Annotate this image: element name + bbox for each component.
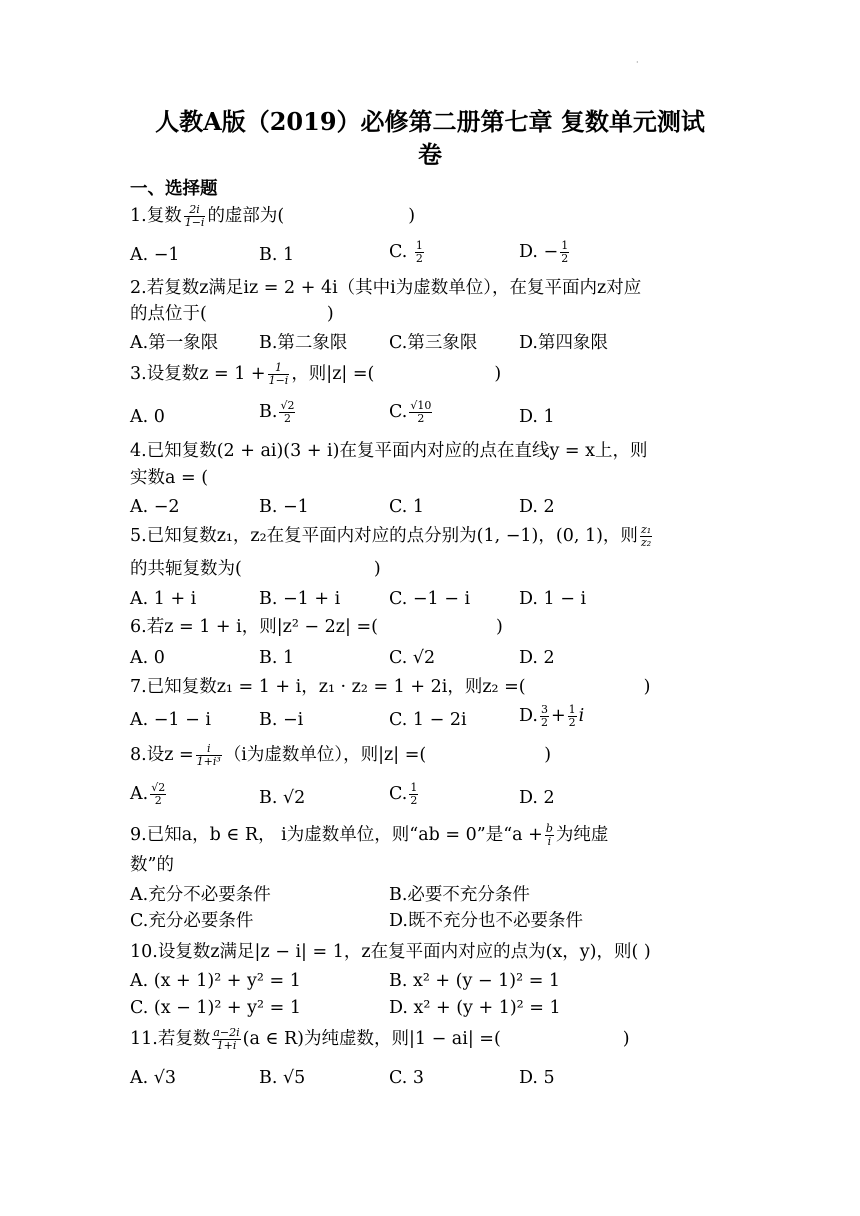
q2-option-b[interactable]: B.第二象限: [259, 333, 348, 353]
q3-option-a[interactable]: A. 0: [130, 407, 165, 427]
question-9-line-2: 数”的: [130, 855, 174, 875]
q8-option-a[interactable]: A. $\frac{√2}{2}$: [130, 781, 166, 807]
q1-option-a[interactable]: A. −1: [130, 245, 180, 265]
question-2-line-1: 2.若复数z满足iz = 2 + 4i（其中i为虚数单位），在复平面内z对应: [130, 278, 642, 298]
q3-option-b[interactable]: B. $\frac{√2}{2}$: [259, 399, 295, 425]
question-3: 3.设复数z = 1 + $\frac{1}{1-i}$ ，则|z| =( ): [130, 361, 502, 387]
q4-option-b[interactable]: B. −1: [259, 497, 309, 517]
q8-option-b[interactable]: B. √2: [259, 788, 306, 808]
q3-fraction: $\frac{1}{1-i}$: [268, 361, 289, 387]
q1-fraction: $\frac{2i}{1-i}$: [184, 203, 205, 229]
title-line-2: 卷: [418, 140, 442, 169]
q5-option-b[interactable]: B. −1 + i: [259, 589, 341, 609]
q1-option-d[interactable]: D. − $\frac{1}{2}$: [519, 239, 569, 265]
question-11: 11.若复数 $\frac{a-2i}{1+i}$ (a ∈ R)为纯虚数，则|1 − ai| =( ): [130, 1026, 630, 1052]
q6-option-a[interactable]: A. 0: [130, 648, 165, 668]
q9-option-c[interactable]: C.充分必要条件: [130, 911, 254, 931]
q7-option-c[interactable]: C. 1 − 2i: [389, 710, 467, 730]
question-5-line-2: 的共轭复数为( ): [130, 559, 381, 579]
question-5-line-1: 5.已知复数z₁，z₂在复平面内对应的点分别为(1, −1)，(0, 1)，则 $\frac{\text{z₁}}{\text{z₂}}$: [130, 523, 652, 549]
question-7: 7.已知复数z₁ = 1 + i，z₁ · z₂ = 1 + 2i，则z₂ =( ): [130, 677, 651, 697]
question-1: 1.复数 $\frac{2i}{1-i}$ 的虚部为( ): [130, 203, 416, 229]
q3-option-c[interactable]: C. $\frac{√10}{2}$: [389, 399, 432, 425]
q2-option-a[interactable]: A.第一象限: [130, 333, 219, 353]
question-6: 6.若z = 1 + i，则|z² − 2z| =( ): [130, 617, 503, 637]
q1-stem: 1.复数: [130, 206, 182, 226]
question-8: 8.设z = $\frac{i}{\text{1+i³}}$ （i为虚数单位），则|z| =( ): [130, 742, 552, 768]
question-4-line-1: 4.已知复数(2 + ai)(3 + i)在复平面内对应的点在直线y = x上，则: [130, 441, 648, 461]
question-10: 10.设复数z满足|z − i| = 1，z在复平面内对应的点为(x，y)，则( ): [130, 942, 651, 962]
question-2-line-2: 的点位于( ): [130, 304, 334, 324]
q10-option-d[interactable]: D. x² + (y + 1)² = 1: [389, 998, 561, 1018]
q1-option-c[interactable]: C. $\frac{1}{2}$: [389, 239, 423, 265]
q10-option-c[interactable]: C. (x − 1)² + y² = 1: [130, 998, 301, 1018]
q7-option-b[interactable]: B. −i: [259, 710, 304, 730]
q7-option-d[interactable]: D. $\frac{3}{2}$ + $\frac{1}{2}$ i: [519, 703, 585, 729]
header-mark: ·: [636, 58, 639, 67]
q9-option-a[interactable]: A.充分不必要条件: [130, 885, 271, 905]
q4-option-a[interactable]: A. −2: [130, 497, 180, 517]
q9-option-b[interactable]: B.必要不充分条件: [389, 885, 530, 905]
q3-option-d[interactable]: D. 1: [519, 407, 555, 427]
q10-option-a[interactable]: A. (x + 1)² + y² = 1: [130, 971, 301, 991]
question-4-line-2: 实数a = (: [130, 468, 209, 488]
q6-option-c[interactable]: C. √2: [389, 648, 436, 668]
q4-option-c[interactable]: C. 1: [389, 497, 425, 517]
question-9-line-1: 9.已知a，b ∈ R， i为虚数单位，则“ab = 0”是“a + $\frac{b}{i}$ 为纯虚: [130, 822, 609, 848]
q11-option-d[interactable]: D. 5: [519, 1068, 555, 1088]
q2-option-c[interactable]: C.第三象限: [389, 333, 478, 353]
q8-option-d[interactable]: D. 2: [519, 788, 555, 808]
q11-option-c[interactable]: C. 3: [389, 1068, 425, 1088]
section-heading: 一、选择题: [130, 179, 218, 199]
q5-option-d[interactable]: D. 1 − i: [519, 589, 587, 609]
q5-option-c[interactable]: C. −1 − i: [389, 589, 471, 609]
page-title: [0, 105, 860, 171]
q6-option-d[interactable]: D. 2: [519, 648, 555, 668]
q5-option-a[interactable]: A. 1 + i: [130, 589, 197, 609]
q1-option-b[interactable]: B. 1: [259, 245, 295, 265]
q11-option-b[interactable]: B. √5: [259, 1068, 306, 1088]
title-line-1: 人教A版（2019）必修第二册第七章 复数单元测试: [155, 107, 705, 136]
q4-option-d[interactable]: D. 2: [519, 497, 555, 517]
q8-option-c[interactable]: C. $\frac{1}{2}$: [389, 781, 418, 807]
q6-option-b[interactable]: B. 1: [259, 648, 295, 668]
q7-option-a[interactable]: A. −1 − i: [130, 710, 211, 730]
q10-option-b[interactable]: B. x² + (y − 1)² = 1: [389, 971, 561, 991]
q11-option-a[interactable]: A. √3: [130, 1068, 177, 1088]
q2-option-d[interactable]: D.第四象限: [519, 333, 608, 353]
q9-option-d[interactable]: D.既不充分也不必要条件: [389, 911, 583, 931]
